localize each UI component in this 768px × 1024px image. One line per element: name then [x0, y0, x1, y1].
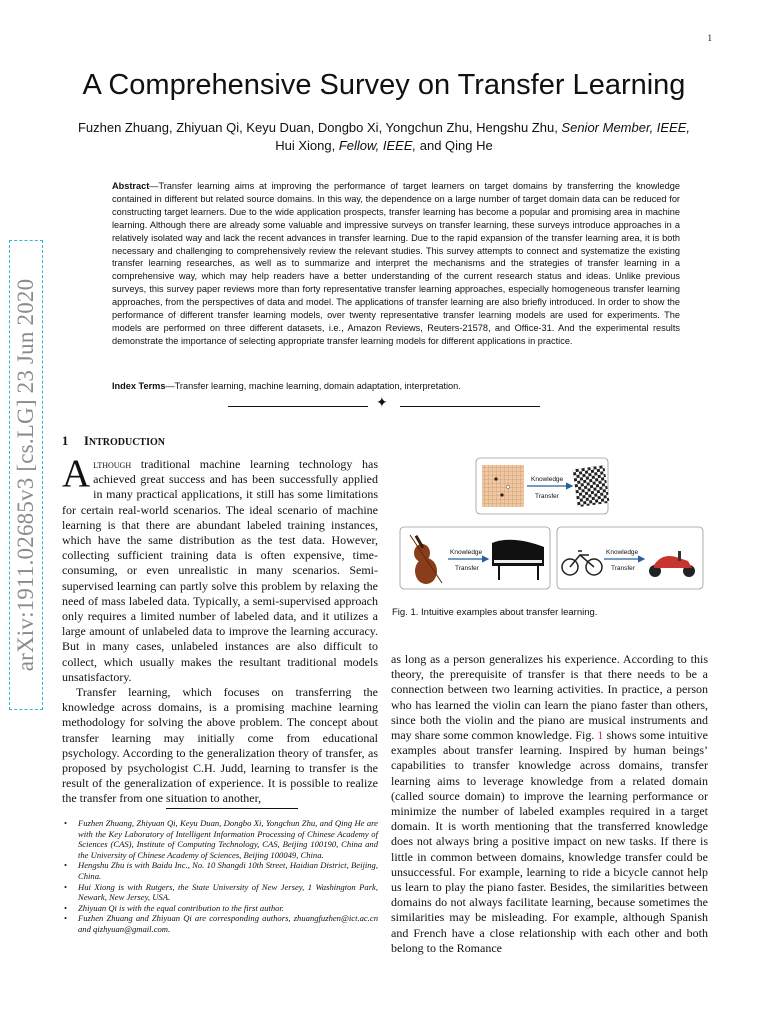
chess-board-image	[573, 465, 610, 507]
section-title-rest: NTRODUCTION	[88, 437, 165, 448]
authors-line2-role: Fellow, IEEE,	[338, 138, 417, 153]
paper-title: A Comprehensive Survey on Transfer Learning	[82, 69, 686, 101]
section-separator	[228, 396, 540, 413]
authors-line1-role: Senior Member, IEEE,	[561, 120, 691, 135]
figure-transfer-label: Transfer	[535, 493, 559, 500]
figure-transfer-label-2: Transfer	[455, 565, 479, 572]
intro-paragraph-1	[62, 452, 378, 685]
panel-instruments	[400, 527, 550, 589]
separator-line-left	[228, 406, 368, 407]
abstract-text: —Transfer learning aims at improving the performance of target learners on target domains by transferring the knowledge contained in different but related source domains. In this way, the dependence on a large number of target domain data can be reduced for constructing target learners. Due to the wide application prospects, transfer learning has become a popular and promising area in machine learning. Although there are already some valuable and impressive surveys on transfer learning, these surveys introduce approaches in a relatively isolated way and lack the recent advances in transfer learning. Due to the rapid expansion of the transfer learning area, it is both necessary and challenging to comprehensively review the relevant studies. This survey attempts to connect and systematize the existing transfer learning researches, as well as to summarize and interpret the mechanisms and the strategies of transfer learning in a comprehensive way, which may help readers have a better understanding of the current research status and ideas. Unlike previous surveys, this survey paper reviews more than forty representative transfer learning approaches, especially homogeneous transfer learning approaches, from the perspectives of data and model. The applications of transfer learning are also briefly introduced. In order to show the performance of different transfer learning models, over twenty representative transfer learning models are used for experiments. The models are performed on three different datasets, i.e., Amazon Reviews, Reuters-21578, and Office-31. And the experimental results demonstrate the importance of selecting appropriate transfer learning models for different applications in practice.	[112, 181, 680, 346]
right-text-before-ref: as long as a person generalizes his experience. According to this theory, the prerequisite of transfer is that there needs to be a connection between two learning activities. In practice, a person who has learned the violin can learn the piano faster than others, since both the violin and the piano are musical instruments and may share some common knowledge. Fig.	[391, 652, 708, 743]
arxiv-id-text: arXiv:1911.02685v3 [cs.LG] 23 Jun 2020	[13, 278, 38, 672]
arxiv-stamp[interactable]	[9, 240, 43, 710]
footnote-corresponding-authors: • Fuzhen Zhuang and Zhiyuan Qi are corresponding authors, zhuangfuzhen@ict.ac.cn and qizhyuan@gmail.com.	[78, 913, 378, 934]
authors-line2-tail: and Qing He	[416, 138, 493, 153]
section-title-initial: I	[84, 434, 89, 448]
left-column-body	[62, 452, 378, 807]
footnote-affiliation-3: • Hui Xiong is with Rutgers, the State University of New Jersey, 1 Washington Park, Newark, New Jersey, USA.	[78, 882, 378, 903]
figure-knowledge-label: Knowledge	[531, 476, 564, 483]
page-number: 1	[707, 33, 712, 43]
intro-smallcaps-word: lthough	[93, 457, 132, 471]
footnote-rule	[166, 808, 298, 809]
intro-p1-text: traditional machine learning technology has achieved great success and has been successfully applied in many practical applications, it still has some limitations for certain real-world scenarios. The ideal scenario of machine learning is that there are abundant labeled training instances, which have the same distribution as the test data. However, collecting sufficient training data is often expensive, time-consuming, or even unrealistic in many scenarios. Semi-supervised learning can partly solve this problem by relaxing the need of mass labeled data. Typically, a semi-supervised approach only requires a limited number of labeled data, and it utilizes a large amount of unlabeled data to improve the learning accuracy. But in many cases, unlabeled instances are also difficult to collect, which usually makes the resultant traditional models unsatisfactory.	[62, 457, 378, 684]
footnote-affiliation-1: • Fuzhen Zhuang, Zhiyuan Qi, Keyu Duan, Dongbo Xi, Yongchun Zhu, and Qing He are with the Key Laboratory of Intelligent Information Processing of Chinese Academy of Sciences (CAS), Institute of Computing Technology, CAS, Beijing 100190, China and the University of Chinese Academy of Sciences, Beijing 100049, China.	[78, 818, 378, 860]
figure-knowledge-label-3: Knowledge	[606, 549, 639, 556]
authors-line2-names: Hui Xiong,	[275, 138, 339, 153]
footnote-equal-contribution: • Zhiyuan Qi is with the equal contribution to the first author.	[78, 903, 378, 914]
figure-reference-link[interactable]: 1	[597, 728, 604, 743]
section-number: 1	[62, 434, 69, 448]
dropcap-letter: A	[62, 452, 91, 495]
figure-transfer-examples	[392, 455, 710, 603]
panel-board-games	[476, 458, 609, 514]
right-text-after-ref: shows some intuitive examples about transfer learning. Inspired by human beings’ capabilities to transfer knowledge across domains, transfer learning aims to leverage knowledge from a related domain (called source domain) to improve the learning performance or minimize the number of labeled examples required in a target domain. It is worth mentioning that the transferred knowledge does not always bring a positive impact on new tasks. If there is little in common between domains, knowledge transfer could be unsuccessful. For example, learning to ride a bicycle cannot help us learn to play the piano faster. Besides, the similarities between domains do not always facilitate learning, because sometimes the similarities may be misleading. For example, although Spanish and French have a close relationship with each other and both belong to the Romance	[391, 728, 708, 955]
footnotes	[62, 818, 378, 935]
section-heading	[62, 434, 165, 449]
index-terms-label: Index Terms	[112, 381, 166, 391]
intro-paragraph-2: Transfer learning, which focuses on transferring the knowledge across domains, is a promising machine learning methodology for solving the above problem. The concept about transfer learning may initially come from educational psychology. According to the generalization theory of transfer, as proposed by psychologist C.H. Judd, learning to transfer is the result of the generalization of experience. It is possible to realize the transfer from one situation to another,	[62, 685, 378, 806]
abstract	[112, 180, 680, 348]
abstract-label: Abstract	[112, 181, 150, 191]
index-terms-text: —Transfer learning, machine learning, domain adaptation, interpretation.	[165, 381, 461, 391]
panel-vehicles	[557, 527, 703, 589]
author-list	[50, 119, 718, 155]
footnote-affiliation-2: • Hengshu Zhu is with Baidu Inc., No. 10 Shangdi 10th Street, Haidian District, Beijing, China.	[78, 860, 378, 881]
figure-knowledge-label-2: Knowledge	[450, 549, 483, 556]
index-terms	[112, 380, 680, 393]
separator-line-right	[400, 406, 540, 407]
separator-diamond-icon: ✦	[376, 396, 388, 411]
right-column-paragraph	[391, 652, 708, 956]
figure-caption: Fig. 1. Intuitive examples about transfer learning.	[392, 607, 598, 618]
authors-line1-names: Fuzhen Zhuang, Zhiyuan Qi, Keyu Duan, Dongbo Xi, Yongchun Zhu, Hengshu Zhu,	[77, 120, 562, 135]
right-column-body	[391, 652, 708, 956]
figure-transfer-label-3: Transfer	[611, 565, 635, 572]
